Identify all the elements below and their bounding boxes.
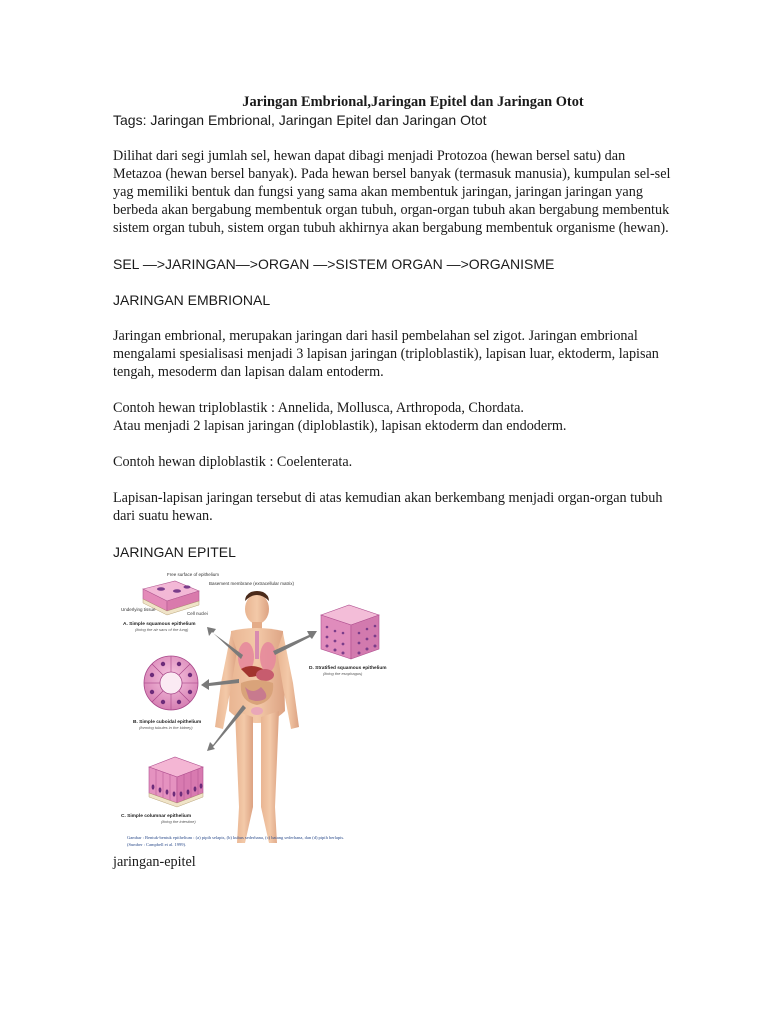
stratified-squamous-diagram [321, 605, 379, 659]
paragraph-contoh-diploblastik: Contoh hewan diploblastik : Coelenterata. [113, 454, 353, 470]
label-simple-columnar: C. Simple columnar epithelium [121, 814, 192, 819]
paragraph-lapisan: Lapisan-lapisan jaringan tersebut di atas kemudian akan berkembang menjadi organ-organ tubuh dari suatu hewan. [113, 490, 663, 524]
human-body-diagram [215, 591, 299, 843]
paragraph-hierarchy: SEL —>JARINGAN—>ORGAN —>SISTEM ORGAN —>ORGANISME [113, 256, 555, 272]
document-page [113, 93, 673, 871]
paragraph-diploblastik: Atau menjadi 2 lapisan jaringan (diploblastik), lapisan ektoderm dan endoderm. [113, 418, 567, 434]
epithelium-figure [113, 571, 397, 853]
heading-jaringan-embrional: JARINGAN EMBRIONAL [113, 292, 271, 308]
paragraph-intro: Dilihat dari segi jumlah sel, hewan dapat dibagi menjadi Protozoa (hewan bersel satu) dan Metazoa (hewan bersel banyak). Pada hewan bersel banyak (termasuk manusia), kumpulan sel-sel yag memiliki bentuk dan fungsi yang sama akan membentuk jaringan, jaringan jaringan yang berbeda akan bergabung membentuk organ tubuh, organ-organ tubuh akan bergabung membentuk sistem organ tubuh, sistem organ tubuh akhirnya akan bergabung membentuk organisme (hewan). [113, 148, 671, 236]
epithelium-illustration [113, 571, 397, 853]
paragraph-embrional: Jaringan embrional, merupakan jaringan dari hasil pembelahan sel zigot. Jaringan embrional mengalami spesialisasi menjadi 3 lapisan jaringan (triploblastik), lapisan luar, ektoderm, lapisan tengah, mesoderm dan lapisan dalam entoderm. [113, 328, 659, 380]
document-tags: Tags: Jaringan Embrional, Jaringan Epitel dan Jaringan Otot [113, 112, 487, 128]
label-simple-cuboidal-location: (forming tubules in the kidney) [139, 725, 193, 730]
label-simple-columnar-location: (lining the intestine) [161, 819, 196, 824]
figure-caption: jaringan-epitel [113, 854, 196, 870]
document-title: Jaringan Embrional,Jaringan Epitel dan Jaringan Otot [242, 94, 584, 110]
simple-cuboidal-diagram [144, 656, 198, 710]
simple-columnar-diagram [149, 757, 203, 807]
label-stratified-squamous-location: (lining the esophagus) [323, 671, 363, 676]
label-underlying-tissue: Underlying tissue [121, 607, 156, 612]
label-simple-squamous: A. Simple squamous epithelium [123, 622, 196, 627]
figure-footnote-source: (Sumber : Campbell et al. 1999). [127, 842, 187, 847]
label-basement-membrane: Basement membrane (extracellular matrix) [209, 581, 295, 586]
label-cell-nuclei: Cell nuclei [187, 611, 208, 616]
heading-jaringan-epitel: JARINGAN EPITEL [113, 544, 236, 560]
paragraph-triploblastik: Contoh hewan triploblastik : Annelida, Mollusca, Arthropoda, Chordata. [113, 400, 524, 416]
label-free-surface: Free surface of epithelium [167, 572, 220, 577]
figure-footnote: Gambar : Bentuk-bentuk epithelium : (a) pipih selapis, (b) kubus sederhana, (c) batang sederhana, dan (d) pipih berlapis. [127, 835, 345, 840]
label-simple-squamous-location: (lining the air sacs of the lung) [135, 627, 189, 632]
label-stratified-squamous: D. Stratified squamous epithelium [309, 666, 387, 671]
label-simple-cuboidal: B. Simple cuboidal epithelium [133, 720, 202, 725]
